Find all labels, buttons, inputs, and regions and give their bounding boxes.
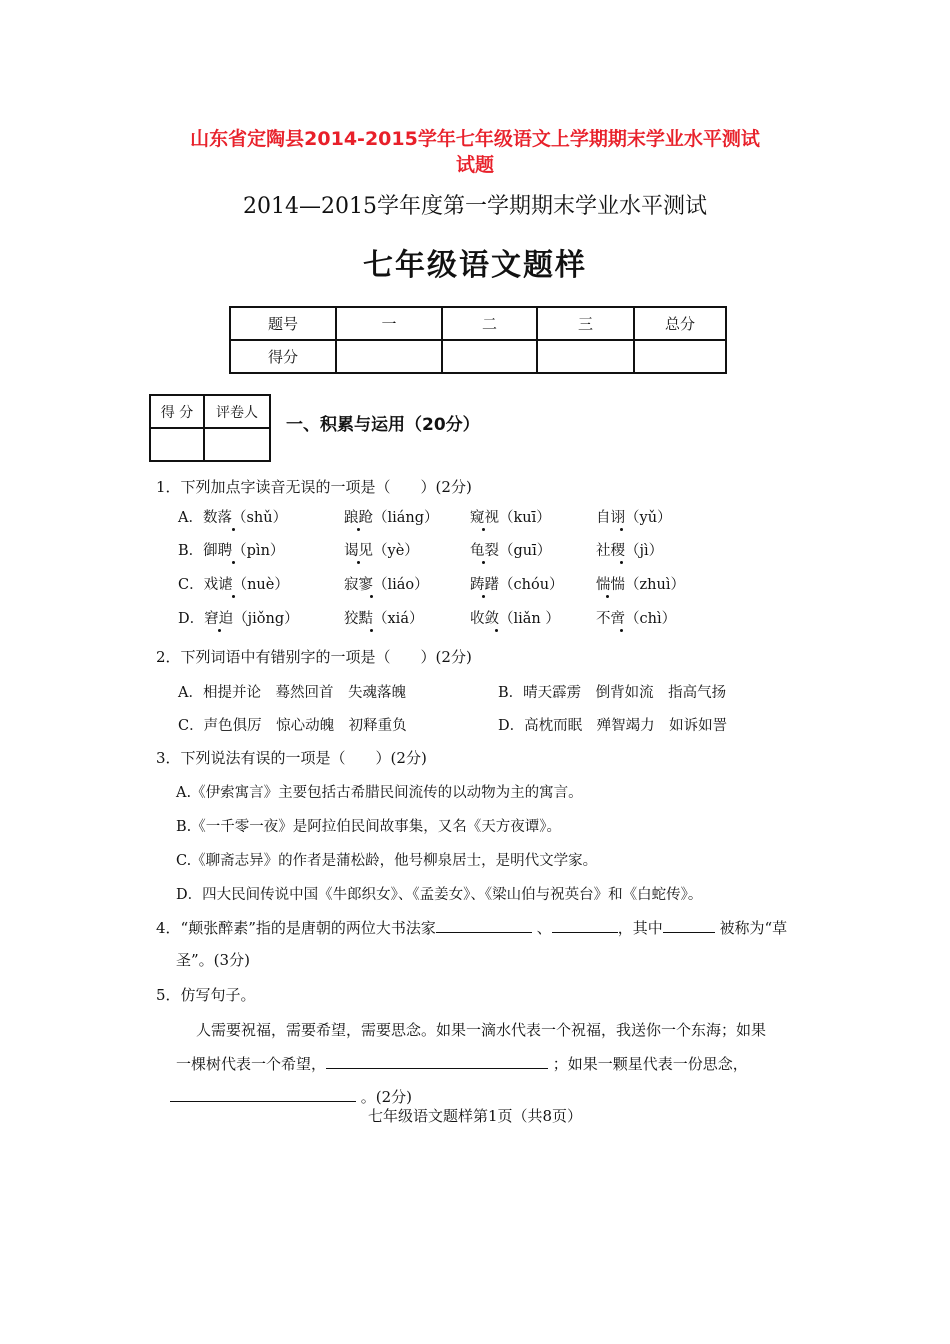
q1-option-c-1: C．戏谑（nuè） xyxy=(178,577,289,593)
q1-option-c-2: 寂寥（liáo） xyxy=(344,577,429,593)
q2-option-c: C．声色俱厉 惊心动魄 初释重负 xyxy=(178,718,407,734)
score-cell-question-no: 题号 xyxy=(230,307,336,340)
score-table-header-row xyxy=(230,307,726,340)
q4-text-part2: ，其中 xyxy=(617,919,663,937)
score-input-part2 xyxy=(442,340,537,373)
exam-main-title: 七年级语文题样 xyxy=(363,248,587,283)
score-table xyxy=(229,306,727,374)
q2-option-a: A．相提并论 蓦然回首 失魂落魄 xyxy=(178,685,406,701)
emphasis-dot xyxy=(370,629,373,632)
score-cell-total: 总分 xyxy=(634,307,726,340)
score-cell-part3: 三 xyxy=(537,307,634,340)
q3-option-a: A.《伊索寓言》主要包括古希腊民间流传的以动物为主的寓言。 xyxy=(176,785,583,801)
q2-option-b: B．晴天霹雳 倒背如流 指高气扬 xyxy=(498,685,727,701)
q1-option-c-4: 惴惴（zhuì） xyxy=(596,577,685,593)
q3-option-d: D．四大民间传说中国《牛郎织女》、《孟姜女》、《梁山伯与祝英台》和《白蛇传》。 xyxy=(176,887,703,903)
score-cell-part1: 一 xyxy=(336,307,442,340)
score-cell-part2: 二 xyxy=(442,307,537,340)
q5-line3 xyxy=(170,1086,412,1107)
document-title-line1: 山东省定陶县2014-2015学年七年级语文上学期期末学业水平测试 xyxy=(190,128,760,150)
q1-option-a-1: A．数落（shǔ） xyxy=(178,510,288,526)
grader-name-cell xyxy=(204,428,270,461)
q5-line2-part1: 一棵树代表一个希望， xyxy=(176,1055,327,1073)
q1-option-c-3: 踌躇（chóu） xyxy=(470,577,564,593)
q1-option-b-3: 龟裂（guī） xyxy=(470,543,552,559)
q5-stem: 5．仿写句子。 xyxy=(156,986,256,1004)
grader-box xyxy=(149,394,271,462)
emphasis-dot xyxy=(620,528,623,531)
q1-option-b-1: B．御聘（pìn） xyxy=(178,543,285,559)
q1-option-d-3: 收敛（liǎn ） xyxy=(470,611,560,627)
emphasis-dot xyxy=(620,629,623,632)
emphasis-dot xyxy=(232,595,235,598)
q1-option-b-4: 社稷（jì） xyxy=(596,543,664,559)
q2-stem: 2．下列词语中有错别字的一项是（ ）(2分) xyxy=(156,648,472,666)
grader-name-label: 评卷人 xyxy=(204,395,270,428)
emphasis-dot xyxy=(357,561,360,564)
document-title-line2: 试题 xyxy=(455,154,494,176)
page-footer: 七年级语文题样第1页（共8页） xyxy=(367,1107,583,1125)
emphasis-dot xyxy=(218,629,221,632)
score-input-part3 xyxy=(537,340,634,373)
q4-blank-2 xyxy=(552,918,618,933)
q4-blank-3 xyxy=(663,918,715,933)
q4-separator: 、 xyxy=(536,919,552,937)
q5-line3-end: 。(2分) xyxy=(360,1088,413,1106)
q4-line1 xyxy=(156,917,787,938)
q5-blank-2 xyxy=(170,1087,356,1102)
emphasis-dot xyxy=(370,595,373,598)
score-input-total xyxy=(634,340,726,373)
grader-score-cell xyxy=(150,428,204,461)
q4-blank-1 xyxy=(436,918,532,933)
emphasis-dot xyxy=(232,561,235,564)
q5-line2 xyxy=(176,1053,748,1074)
section1-title: 一、积累与运用（20分） xyxy=(286,415,480,435)
q1-option-a-4: 自诩（yǔ） xyxy=(596,510,672,526)
q4-line2: 圣”。(3分) xyxy=(176,951,250,969)
q1-option-d-4: 不啻（chì） xyxy=(596,611,677,627)
emphasis-dot xyxy=(482,561,485,564)
q1-option-a-2: 踉跄（liáng） xyxy=(344,510,439,526)
emphasis-dot xyxy=(357,528,360,531)
q1-option-b-2: 谒见（yè） xyxy=(344,543,419,559)
emphasis-dot xyxy=(232,528,235,531)
emphasis-dot xyxy=(482,528,485,531)
q2-option-d: D．高枕而眠 殚智竭力 如诉如詈 xyxy=(498,718,728,734)
q1-option-d-2: 狡黠（xiá） xyxy=(344,611,424,627)
q4-text-part1: 4．“颠张醉素”指的是唐朝的两位大书法家 xyxy=(156,919,436,937)
q4-text-part3: 被称为“草 xyxy=(719,919,788,937)
q3-option-c: C.《聊斋志异》的作者是蒲松龄，他号柳泉居士，是明代文学家。 xyxy=(176,853,598,869)
emphasis-dot xyxy=(620,561,623,564)
q1-stem: 1．下列加点字读音无误的一项是（ ）(2分) xyxy=(156,478,472,496)
q5-line1: 人需要祝福，需要希望，需要思念。如果一滴水代表一个祝福，我送你一个东海；如果 xyxy=(196,1021,767,1039)
q3-option-b: B.《一千零一夜》是阿拉伯民间故事集，又名《天方夜谭》。 xyxy=(176,819,562,835)
q1-option-d-1: D．窘迫（jiǒng） xyxy=(178,611,299,627)
q5-blank-1 xyxy=(326,1054,548,1069)
q5-line2-part2: ；如果一颗星代表一份思念， xyxy=(552,1055,748,1073)
emphasis-dot xyxy=(495,629,498,632)
score-input-part1 xyxy=(336,340,442,373)
score-table-score-row xyxy=(230,340,726,373)
emphasis-dot xyxy=(482,595,485,598)
grader-score-label: 得 分 xyxy=(150,395,204,428)
exam-subtitle: 2014—2015学年度第一学期期末学业水平测试 xyxy=(243,194,707,219)
score-cell-score-label: 得分 xyxy=(230,340,336,373)
q1-option-a-3: 窥视（kuī） xyxy=(470,510,551,526)
emphasis-dot xyxy=(606,595,609,598)
q3-stem: 3．下列说法有误的一项是（ ）(2分) xyxy=(156,749,427,767)
